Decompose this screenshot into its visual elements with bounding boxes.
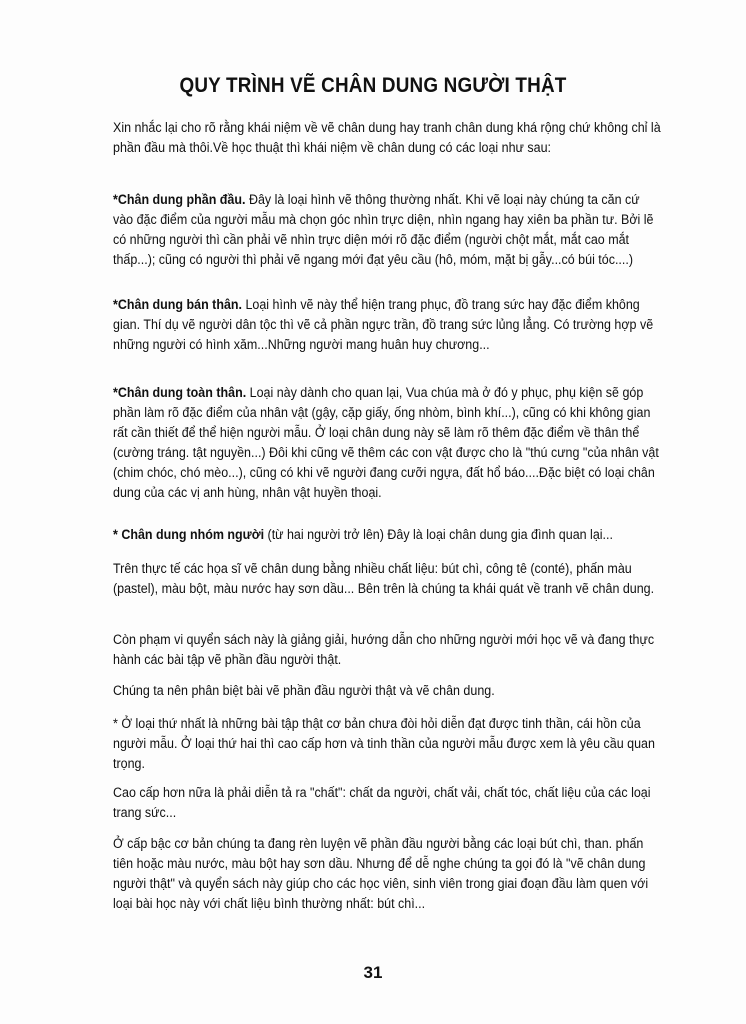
paragraph-distinction: Chúng ta nên phân biệt bài vẽ phần đầu người thật và vẽ chân dung. [113,683,495,699]
paragraph-materials: Trên thực tế các họa sĩ vẽ chân dung bằng nhiều chất liệu: bút chì, công tê (conté), phấn màu (pastel), màu bột, màu nước hay sơn dầu... Bên trên là chúng ta khái quát về tranh vẽ chân dung. [113,561,655,597]
paragraph-full-body-portrait [113,383,661,503]
paragraph-lead: *Chân dung toàn thân. [113,385,247,401]
paragraph-body: Loại hình vẽ này thể hiện trang phục, đồ trang sức hay đặc điểm không gian. Thí dụ vẽ người dân tộc thì vẽ cả phần ngực trần, đồ trang sức lủng lẳng. Có trường hợp vẽ những người có hình xăm...Những người mang huân huy chương... [113,297,654,353]
paragraph-lead: *Chân dung bán thân. [113,297,243,313]
paragraph-body: Loại này dành cho quan lại, Vua chúa mà ở đó y phục, phụ kiện sẽ góp phần làm rõ đặc điểm của nhân vật (gậy, cặp giấy, ống nhòm, bình khí...), cũng có khi không gian rất cần thiết để thể hiện người mẫu. Ở loại chân dung này sẽ làm rõ thêm đặc điểm về thân thể (cường tráng. tật nguyền...) Đôi khi cũng vẽ thêm các con vật được cho là "thú cưng "của nhân vật (chim chóc, chó mèo...), cũng có khi vẽ người đang cưỡi ngựa, đất hổ báo....Đặc biệt có loại chân dung của các vị anh hùng, nhân vật huyền thoại. [113,385,659,501]
paragraph-basic-level: Ở cấp bậc cơ bản chúng ta đang rèn luyện vẽ phần đầu người bằng các loại bút chì, than. phấn tiên hoặc màu nước, màu bột hay sơn dầu. Nhưng để dễ nghe chúng ta gọi đó là "vẽ chân dung người thật" và quyển sách này giúp cho các học viên, sinh viên trong giai đoạn đầu làm quen với loại bài học này với chất liệu bình thường nhất: bút chì... [113,836,649,912]
paragraph-book-scope: Còn phạm vi quyển sách này là giảng giải, hướng dẫn cho những người mới học vẽ và đang thực hành các bài tập vẽ phần đầu người thật. [113,632,655,668]
page-number: 31 [363,963,383,982]
paragraph-lead: *Chân dung phần đầu. [113,192,246,208]
paragraph-body: (từ hai người trở lên) Đây là loại chân dung gia đình quan lại... [264,527,613,543]
page-title: QUY TRÌNH VẼ CHÂN DUNG NGƯỜI THẬT [179,74,567,97]
paragraph-group-portrait [113,525,661,545]
paragraph-lead: * Chân dung nhóm người [113,527,265,543]
paragraph-half-body-portrait [113,295,661,355]
paragraph-body: Đây là loại hình vẽ thông thường nhất. Khi vẽ loại này chúng ta căn cứ vào đặc điểm của người mẫu mà chọn góc nhìn trực diện, nhìn ngang hay xiên ba phần tư. Bởi lẽ có những người thì cần phải vẽ nhìn trực diện mới rõ đặc điểm (người chột mắt, mắt cao mắt thấp...); cũng có người thì phải vẽ ngang mới đạt yêu cầu (hô, móm, mặt bị gẫy...có búi tóc....) [113,192,654,268]
paragraph-levels: * Ở loại thứ nhất là những bài tập thật cơ bản chưa đòi hỏi diễn đạt được tinh thần, cái hồn của người mẫu. Ở loại thứ hai thì cao cấp hơn và tinh thần của người mẫu được xem là yêu cầu quan trọng. [113,716,655,772]
paragraph-intro: Xin nhắc lại cho rõ rằng khái niệm về vẽ chân dung hay tranh chân dung khá rộng chứ không chỉ là phần đầu mà thôi.Về học thuật thì khái niệm về chân dung có các loại như sau: [113,120,661,156]
paragraph-head-portrait [113,190,661,270]
paragraph-texture: Cao cấp hơn nữa là phải diễn tả ra "chất": chất da người, chất vải, chất tóc, chất liệu của các loại trang sức... [113,785,651,821]
